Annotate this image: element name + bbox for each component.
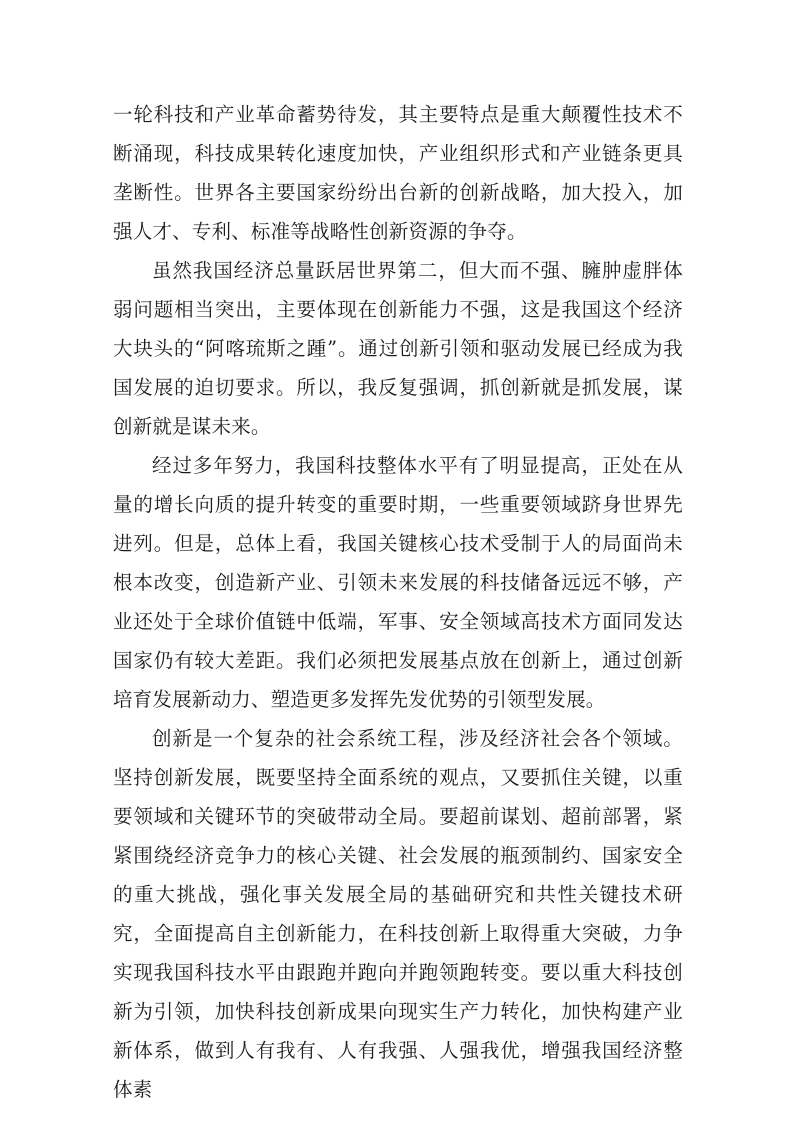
paragraph: 经过多年努力，我国科技整体水平有了明显提高，正处在从量的增长向质的提升转变的重要时期，一些重要领域跻身世界先进列。但是，总体上看，我国关键核心技术受制于人的局面尚未根本改变，创造新产业、引领未来发展的科技储备远远不够，产业还处于全球价值链中低端，军事、安全领域高技术方面同发达国家仍有较大差距。我们必须把发展基点放在创新上，通过创新培育发展新动力、塑造更多发挥先发优势的引领型发展。 xyxy=(113,454,683,711)
paragraph: 虽然我国经济总量跃居世界第二，但大而不强、臃肿虚胖体弱问题相当突出，主要体现在创新能力不强，这是我国这个经济大块头的“阿喀琉斯之踵”。通过创新引领和驱动发展已经成为我国发展的迫切要求。所以，我反复强调，抓创新就是抓发展，谋创新就是谋未来。 xyxy=(113,259,683,438)
document-body xyxy=(113,95,683,1109)
paragraph: 创新是一个复杂的社会系统工程，涉及经济社会各个领域。坚持创新发展，既要坚持全面系统的观点，又要抓住关键，以重要领域和关键环节的突破带动全局。要超前谋划、超前部署，紧紧围绕经济竞争力的核心关键、社会发展的瓶颈制约、国家安全的重大挑战，强化事关发展全局的基础研究和共性关键技术研究，全面提高自主创新能力，在科技创新上取得重大突破，力争实现我国科技水平由跟跑并跑向并跑领跑转变。要以重大科技创新为引领，加快科技创新成果向现实生产力转化，加快构建产业新体系，做到人有我有、人有我强、人强我优，增强我国经济整体素 xyxy=(113,727,683,1101)
paragraph: 一轮科技和产业革命蓄势待发，其主要特点是重大颠覆性技术不断涌现，科技成果转化速度加快，产业组织形式和产业链条更具垄断性。世界各主要国家纷纷出台新的创新战略，加大投入，加强人才、专利、标准等战略性创新资源的争夺。 xyxy=(113,103,683,243)
